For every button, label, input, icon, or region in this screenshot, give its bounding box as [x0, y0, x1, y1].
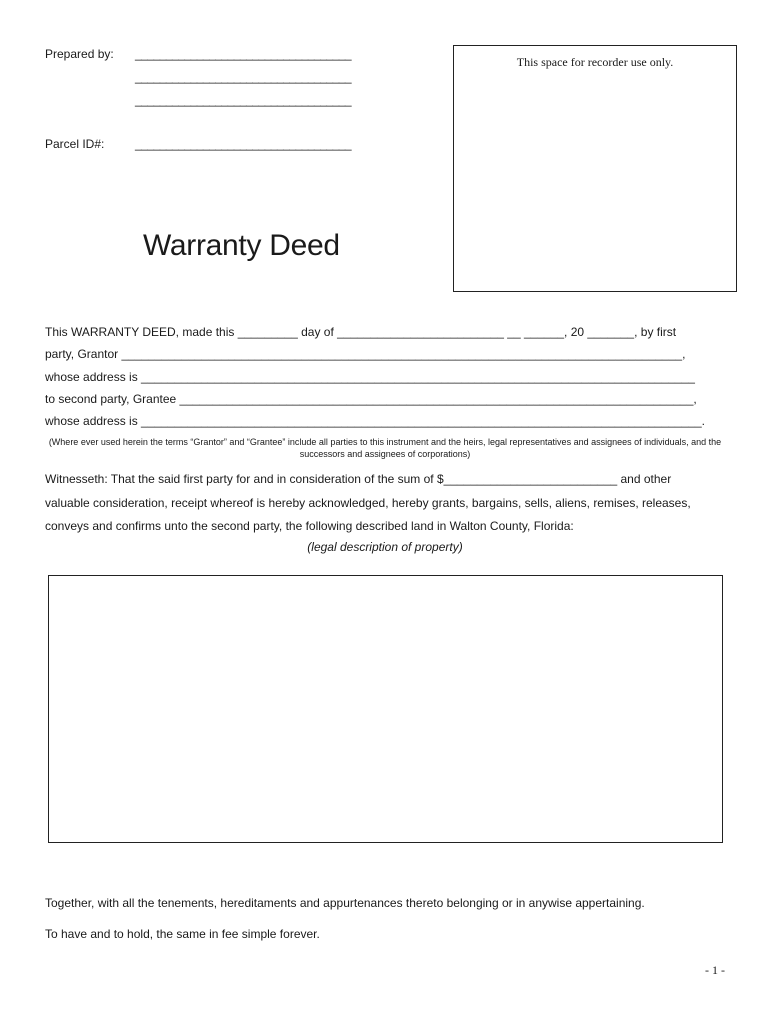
document-title: Warranty Deed — [143, 229, 340, 262]
recorder-use-box — [453, 45, 737, 292]
witnesseth-line-2: valuable consideration, receipt whereof is hereby acknowledged, hereby grants, bargains, sells, aliens, remises, releases, — [45, 496, 691, 510]
parcel-id-field[interactable]: ___________________________________ — [135, 137, 352, 151]
prepared-by-field-1[interactable]: ___________________________________ — [135, 47, 352, 61]
page-number: - 1 - — [705, 963, 725, 977]
prepared-by-field-2[interactable]: ___________________________________ — [135, 70, 352, 84]
tenements-clause: Together, with all the tenements, hereditaments and appurtenances thereto belonging or in anywise appertaining. — [45, 896, 645, 910]
parcel-id-label: Parcel ID#: — [45, 137, 105, 151]
deed-line-grantor-address[interactable]: whose address is ___________________________________________________________________________________ — [45, 370, 695, 384]
recorder-use-text: This space for recorder use only. — [516, 55, 674, 69]
witnesseth-line-3: conveys and confirms unto the second party, the following described land in Walton County, Florida: — [45, 519, 574, 533]
witnesseth-line-1[interactable]: Witnesseth: That the said first party for and in consideration of the sum of $__________________________ and other — [45, 472, 672, 486]
prepared-by-field-3[interactable]: ___________________________________ — [135, 93, 352, 107]
definitions-note: (Where ever used herein the terms “Grantor” and “Grantee” include all parties to this instrument and the heirs, legal representatives and assignees of individuals, and the successors and assignees of corporations) — [48, 437, 722, 459]
deed-line-grantor[interactable]: party, Grantor ____________________________________________________________________________________, — [45, 347, 686, 361]
habendum-clause: To have and to hold, the same in fee simple forever. — [45, 927, 320, 941]
deed-line-grantee-address[interactable]: whose address is ____________________________________________________________________________________. — [45, 414, 705, 428]
legal-description-label: (legal description of property) — [307, 540, 463, 554]
prepared-by-label: Prepared by: — [45, 47, 114, 61]
legal-description-box[interactable] — [48, 575, 723, 843]
deed-line-date[interactable]: This WARRANTY DEED, made this _________ day of _________________________ __ ______, 20 _______, by first — [45, 325, 677, 339]
deed-line-grantee[interactable]: to second party, Grantee _____________________________________________________________________________, — [45, 392, 697, 406]
